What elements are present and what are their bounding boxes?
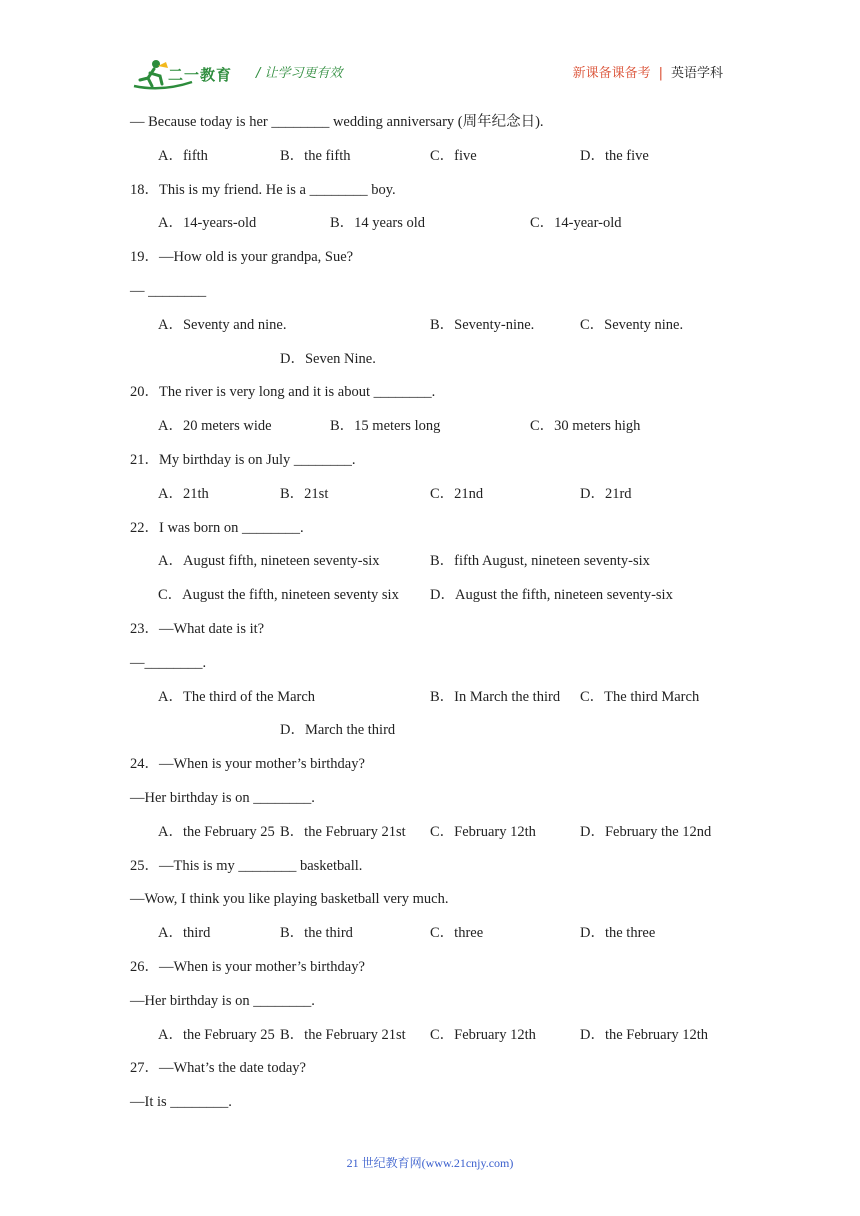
options-row: [130, 415, 740, 449]
subject-label: 英语学科: [670, 66, 723, 81]
answer-option[interactable]: B．the third: [280, 925, 353, 942]
answer-option[interactable]: C．February 12th: [430, 1026, 536, 1043]
answer-option[interactable]: B．Seventy-nine.: [430, 316, 535, 333]
answer-option[interactable]: B．the February 21st: [280, 823, 406, 840]
answer-option[interactable]: B．15 meters long: [330, 418, 441, 435]
options-row: [130, 348, 740, 382]
question-line: —________.: [130, 654, 207, 671]
answer-option[interactable]: C．three: [430, 925, 484, 942]
answer-option[interactable]: D．August the fifth, nineteen seventy-six: [430, 587, 673, 604]
options-row: [130, 821, 740, 855]
answer-option[interactable]: A．the February 25: [158, 1026, 275, 1043]
page-footer: 21 世纪教育网(www.21cnjy.com): [346, 1156, 514, 1170]
answer-option[interactable]: B．In March the third: [430, 688, 561, 705]
options-row: [130, 550, 740, 584]
answer-option[interactable]: C．30 meters high: [530, 418, 641, 435]
answer-option[interactable]: C．21nd: [430, 485, 484, 502]
question-line: 26．—When is your mother’s birthday?: [130, 958, 365, 975]
answer-option[interactable]: A．August fifth, nineteen seventy-six: [158, 553, 380, 570]
answer-option[interactable]: B．21st: [280, 485, 329, 502]
answer-option[interactable]: A．the February 25: [158, 823, 275, 840]
logo-text: 二一教育: [168, 66, 233, 84]
answer-option[interactable]: A．The third of the March: [158, 688, 316, 705]
answer-option[interactable]: D．the five: [580, 147, 649, 164]
answer-option[interactable]: C．February 12th: [430, 823, 536, 840]
question-list: [130, 111, 740, 1125]
question-line: —Her birthday is on ________.: [130, 789, 315, 806]
answer-option[interactable]: B．the February 21st: [280, 1026, 406, 1043]
answer-option[interactable]: A．Seventy and nine.: [158, 316, 287, 333]
answer-option[interactable]: C．August the fifth, nineteen seventy six: [158, 587, 399, 604]
options-row: [130, 1024, 740, 1058]
answer-option[interactable]: A．fifth: [158, 147, 208, 164]
question-line: 24．—When is your mother’s birthday?: [130, 756, 365, 773]
question-line: 18．This is my friend. He is a ________ boy.: [130, 181, 396, 198]
answer-option[interactable]: B．fifth August, nineteen seventy-six: [430, 553, 650, 570]
options-row: [130, 686, 740, 720]
options-row: [130, 314, 740, 348]
answer-option[interactable]: D．21rd: [580, 485, 632, 502]
question-line: —Her birthday is on ________.: [130, 992, 315, 1009]
answer-option[interactable]: D．the February 12th: [580, 1026, 709, 1043]
question-line: 21．My birthday is on July ________.: [130, 451, 356, 468]
answer-option[interactable]: D．March the third: [280, 722, 396, 739]
course-label: 新课备课备考: [572, 66, 651, 81]
page-header: [0, 0, 860, 100]
answer-option[interactable]: A．third: [158, 925, 211, 942]
options-row: [130, 584, 740, 618]
answer-option[interactable]: C．14-year-old: [530, 215, 622, 232]
header-separator: |: [658, 66, 663, 81]
answer-option[interactable]: B．14 years old: [330, 215, 426, 232]
answer-option[interactable]: D．the three: [580, 925, 656, 942]
question-line: —Wow, I think you like playing basketball very much.: [130, 891, 449, 908]
answer-option[interactable]: A．21th: [158, 485, 209, 502]
question-line: 22．I was born on ________.: [130, 519, 304, 536]
answer-option[interactable]: C．The third March: [580, 688, 700, 705]
options-row: [130, 483, 740, 517]
slogan: / 让学习更有效: [256, 66, 343, 81]
answer-option[interactable]: B．the fifth: [280, 147, 351, 164]
answer-option[interactable]: D．February the 12nd: [580, 823, 712, 840]
question-line: 19．—How old is your grandpa, Sue?: [130, 249, 354, 266]
question-line: — ________: [130, 282, 207, 299]
answer-option[interactable]: A．14-years-old: [158, 215, 257, 232]
options-row: [130, 212, 740, 246]
answer-option[interactable]: A．20 meters wide: [158, 418, 272, 435]
options-row: [130, 719, 740, 753]
answer-option[interactable]: D．Seven Nine.: [280, 350, 376, 367]
options-row: [130, 922, 740, 956]
question-line: —It is ________.: [130, 1094, 232, 1111]
header-right: [573, 62, 723, 81]
question-line: 27．—What’s the date today?: [130, 1060, 306, 1077]
answer-option[interactable]: C．Seventy nine.: [580, 316, 684, 333]
answer-option[interactable]: C．five: [430, 147, 477, 164]
options-row: [130, 145, 740, 179]
question-line: 25．—This is my ________ basketball.: [130, 857, 363, 874]
question-line: 23．—What date is it?: [130, 620, 265, 637]
question-line: — Because today is her ________ wedding anniversary (周年纪念日).: [130, 114, 544, 130]
question-line: 20．The river is very long and it is about ________.: [130, 384, 436, 401]
